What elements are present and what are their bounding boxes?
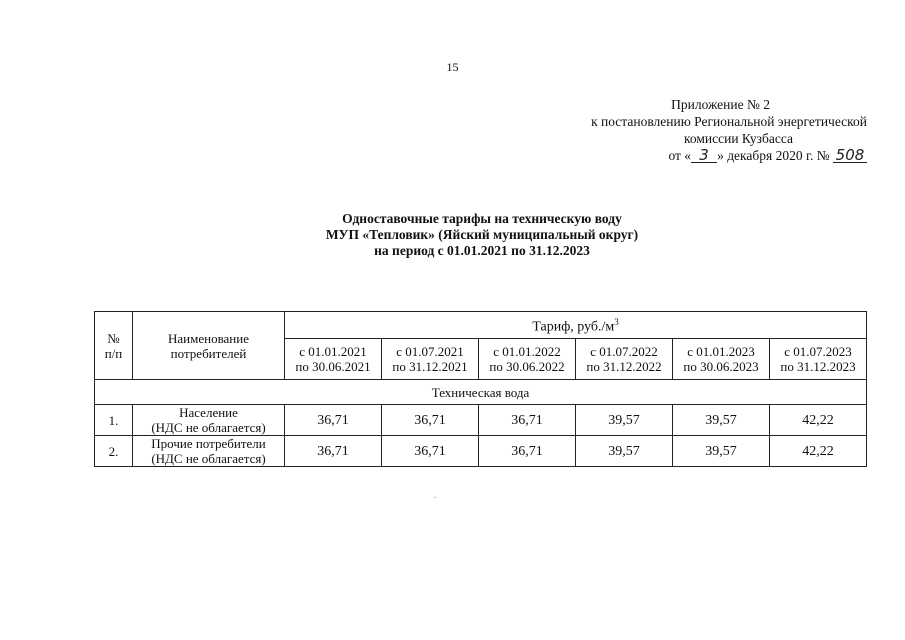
table-row — [95, 405, 867, 436]
header-name-line1: Наименование — [168, 330, 249, 346]
tariff-table — [94, 311, 867, 467]
period-header-3 — [479, 339, 576, 380]
tariff-value: 36,71 — [382, 436, 479, 467]
consumer-name-line2: (НДС не облагается) — [151, 451, 266, 466]
consumer-name-line2: (НДС не облагается) — [151, 420, 266, 435]
tariff-unit-superscript: 3 — [614, 317, 619, 328]
period-to: по 31.12.2022 — [586, 359, 662, 374]
annex-title: Приложение № 2 — [671, 97, 770, 112]
date-month-year: » декабря 2020 г. № — [717, 148, 830, 163]
row-number: 1. — [95, 405, 133, 436]
period-from: с 01.01.2022 — [493, 344, 561, 359]
period-from: с 01.01.2021 — [299, 344, 367, 359]
header-number — [95, 312, 133, 380]
header-name-line2: потребителей — [170, 345, 247, 361]
tariff-value: 36,71 — [479, 405, 576, 436]
tariff-value: 39,57 — [673, 436, 770, 467]
document-title — [0, 211, 905, 259]
consumer-name-line1: Прочие потребители — [151, 436, 266, 451]
tariff-value: 36,71 — [479, 436, 576, 467]
tariff-value: 42,22 — [770, 405, 867, 436]
consumer-name — [133, 436, 285, 467]
period-to: по 31.12.2021 — [392, 359, 468, 374]
period-header-2 — [382, 339, 479, 380]
annex-date-line — [591, 147, 867, 164]
period-from: с 01.07.2023 — [784, 344, 852, 359]
page-number: 15 — [446, 60, 459, 74]
handwritten-day: 3 — [691, 148, 717, 163]
row-number: 2. — [95, 436, 133, 467]
handwritten-resolution-number: 508 — [833, 148, 867, 163]
period-header-1 — [285, 339, 382, 380]
annex-resolution-line: к постановлению Региональной энергетической — [591, 114, 867, 129]
tariff-value: 39,57 — [576, 436, 673, 467]
tariff-value: 36,71 — [285, 405, 382, 436]
period-from: с 01.01.2023 — [687, 344, 755, 359]
period-header-5 — [673, 339, 770, 380]
consumer-name — [133, 405, 285, 436]
header-tariff — [285, 312, 867, 339]
title-line-2: МУП «Тепловик» (Яйский муниципальный округ) — [325, 227, 639, 242]
tariff-value: 36,71 — [285, 436, 382, 467]
scan-speck — [434, 497, 436, 498]
period-header-6 — [770, 339, 867, 380]
header-consumer-name — [133, 312, 285, 380]
header-number-line1: № — [107, 330, 120, 346]
table-row — [95, 436, 867, 467]
tariff-value: 36,71 — [382, 405, 479, 436]
period-from: с 01.07.2022 — [590, 344, 658, 359]
annex-header — [591, 96, 867, 164]
period-to: по 30.06.2022 — [489, 359, 565, 374]
period-header-4 — [576, 339, 673, 380]
period-to: по 31.12.2023 — [780, 359, 856, 374]
period-from: с 01.07.2021 — [396, 344, 464, 359]
annex-commission-line: комиссии Кузбасса — [683, 131, 793, 146]
consumer-name-line1: Население — [179, 405, 238, 420]
tariff-value: 39,57 — [673, 405, 770, 436]
tariff-header-text: Тариф, руб./м — [532, 319, 615, 335]
header-number-line2: п/п — [104, 345, 123, 361]
section-technical-water: Техническая вода — [95, 380, 867, 405]
period-to: по 30.06.2021 — [295, 359, 371, 374]
period-to: по 30.06.2023 — [683, 359, 759, 374]
date-prefix: от « — [668, 148, 692, 163]
title-line-1: Одноставочные тарифы на техническую воду — [342, 211, 622, 226]
tariff-value: 42,22 — [770, 436, 867, 467]
title-line-3: на период с 01.01.2021 по 31.12.2023 — [374, 243, 590, 258]
tariff-value: 39,57 — [576, 405, 673, 436]
